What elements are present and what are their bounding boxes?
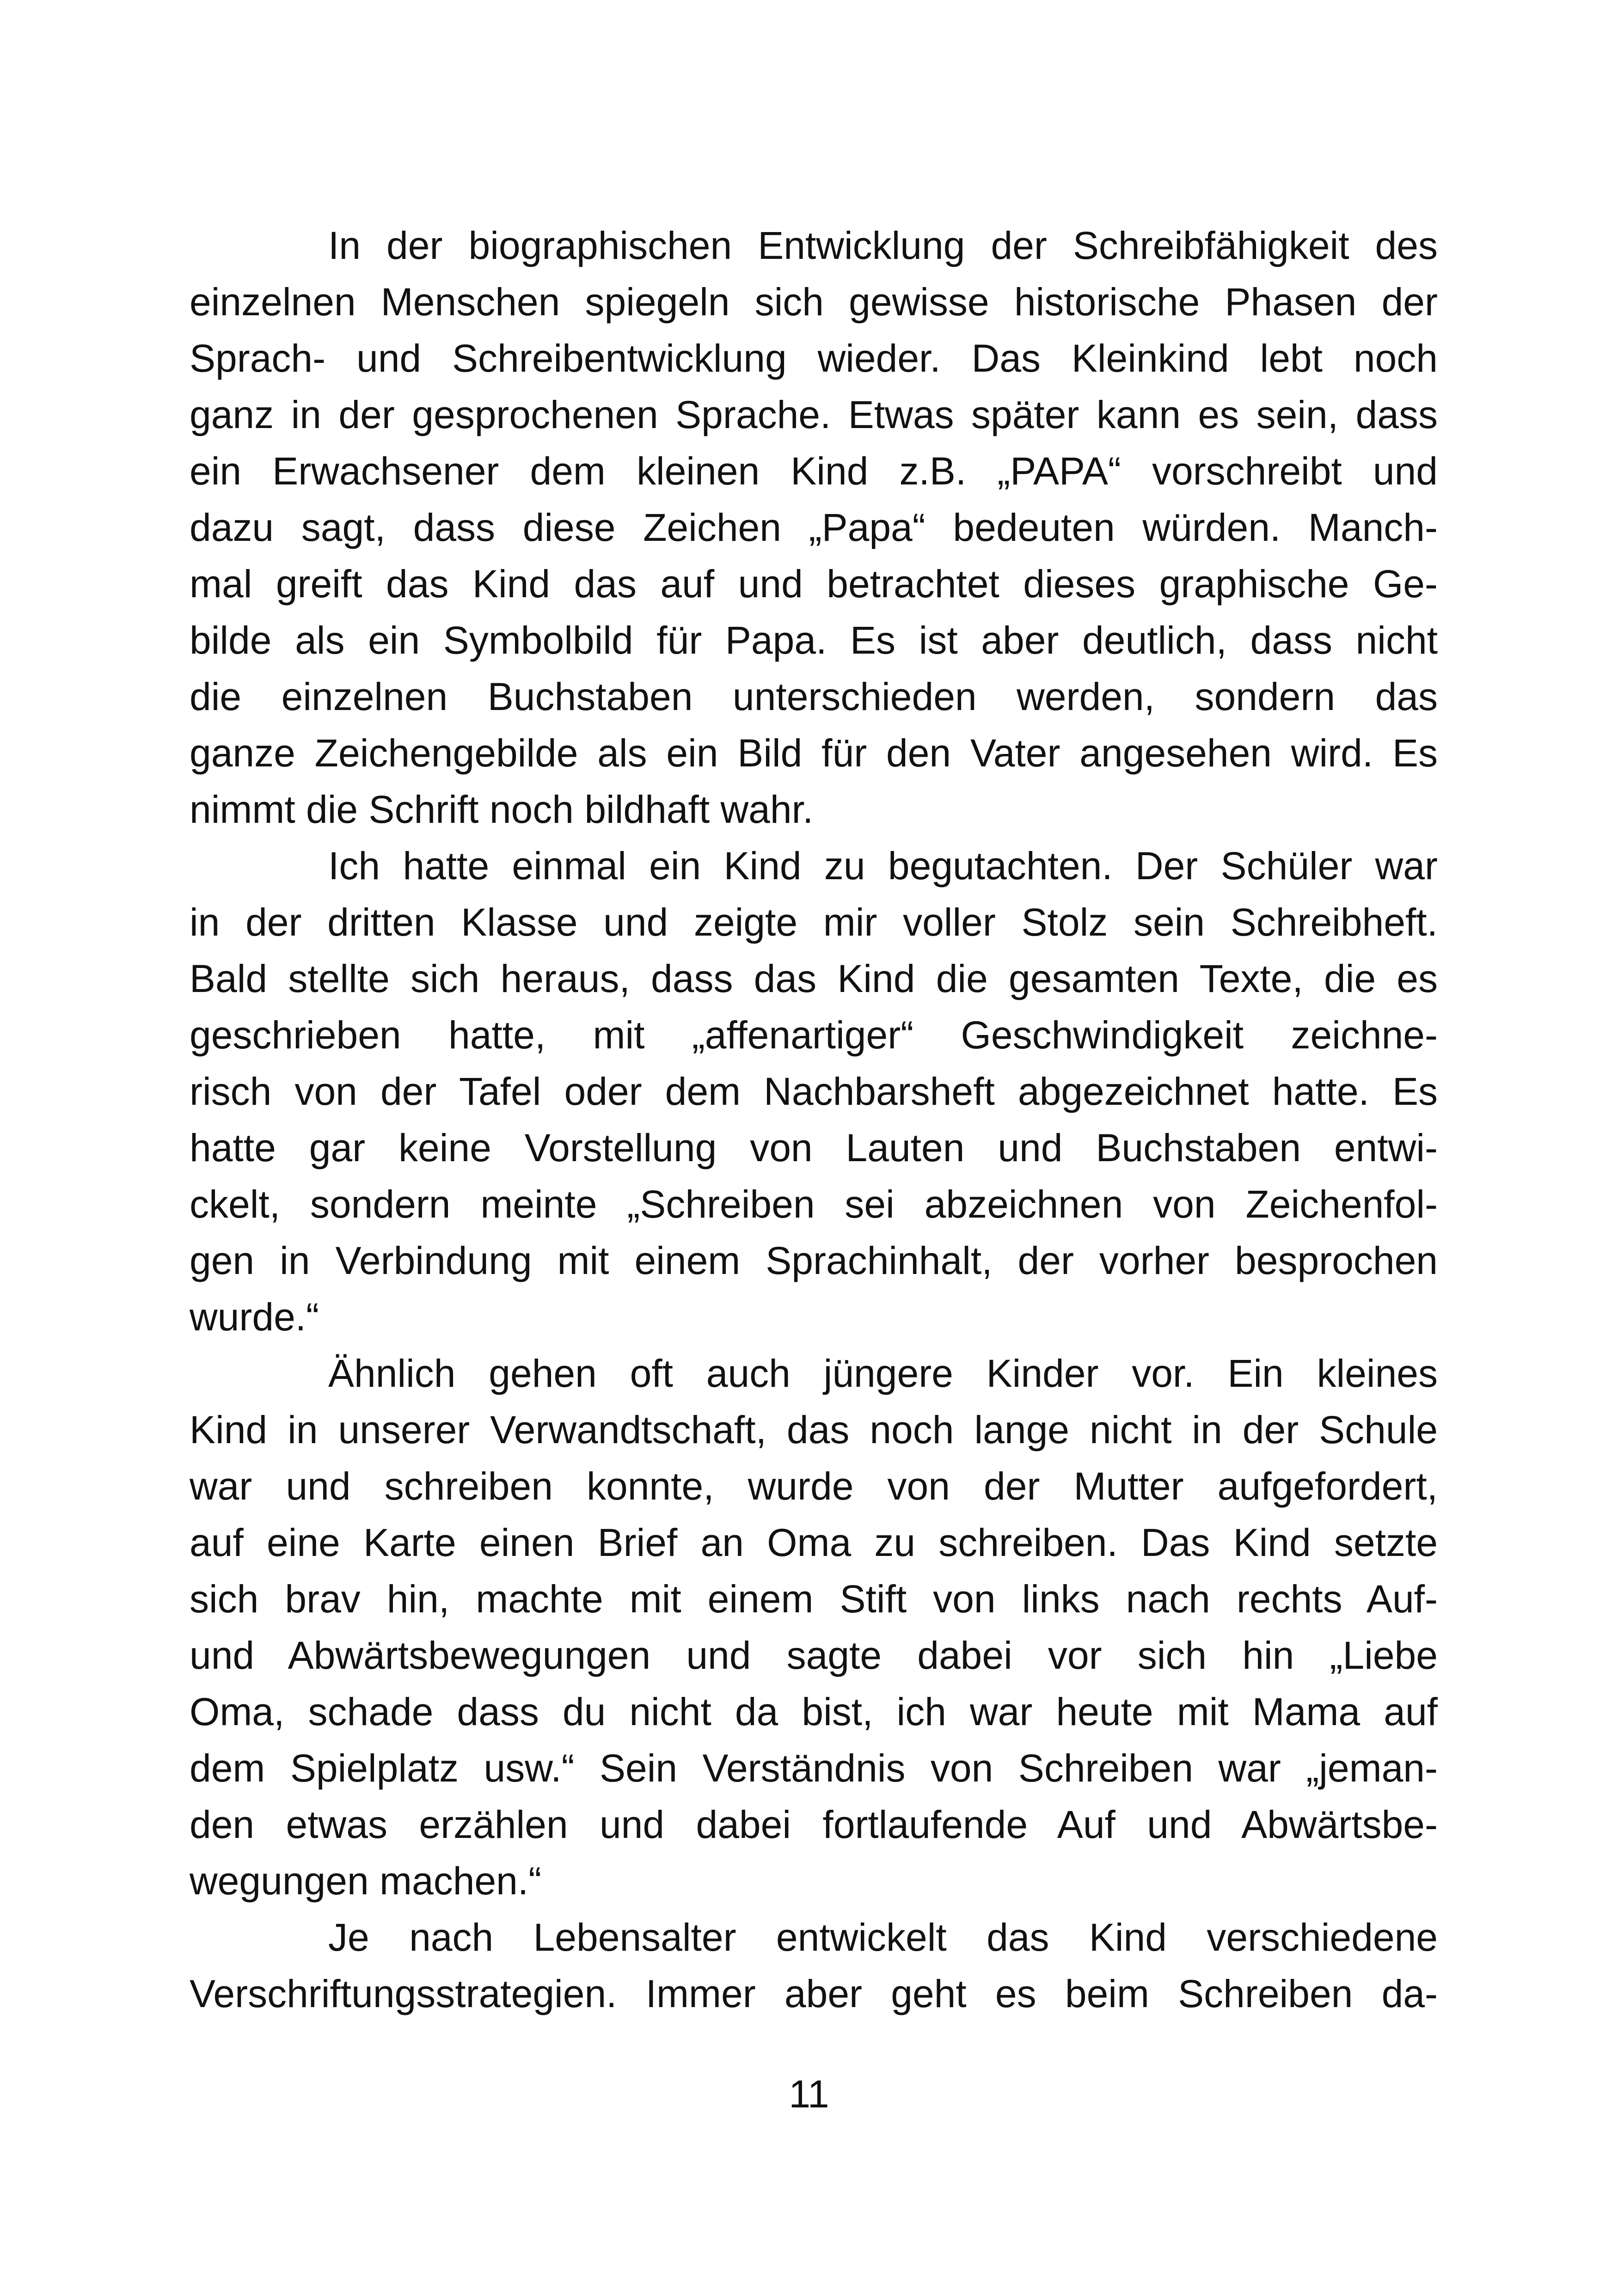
text-line: hatte gar keine Vorstellung von Lauten und Buchstaben entwi-: [190, 1126, 1438, 1169]
text-line: Verschriftungsstrategien. Immer aber geht es beim Schreiben da-: [190, 1972, 1438, 2015]
text-line: war und schreiben konnte, wurde von der Mutter aufgefordert,: [190, 1464, 1438, 1508]
text-line: auf eine Karte einen Brief an Oma zu schreiben. Das Kind setzte: [190, 1521, 1438, 1564]
text-line: wegungen machen.“: [190, 1859, 542, 1903]
text-line: und Abwärtsbewegungen und sagte dabei vor sich hin „Liebe: [190, 1634, 1438, 1677]
text-line: Bald stellte sich heraus, dass das Kind die gesamten Texte, die es: [190, 957, 1438, 1000]
paragraph: [190, 1345, 1438, 1909]
text-line: den etwas erzählen und dabei fortlaufende Auf und Abwärtsbe-: [190, 1803, 1438, 1846]
text-line: mal greift das Kind das auf und betrachtet dieses graphische Ge-: [190, 562, 1438, 606]
paragraph: [190, 217, 1438, 838]
text-line: risch von der Tafel oder dem Nachbarsheft abgezeichnet hatte. Es: [190, 1070, 1438, 1113]
text-line: sich brav hin, machte mit einem Stift von links nach rechts Auf-: [190, 1577, 1438, 1621]
text-line: dazu sagt, dass diese Zeichen „Papa“ bedeuten würden. Manch-: [190, 506, 1438, 549]
body-text: [190, 217, 1438, 2022]
text-line: in der dritten Klasse und zeigte mir voller Stolz sein Schreibheft.: [190, 900, 1438, 944]
text-line: Kind in unserer Verwandtschaft, das noch lange nicht in der Schule: [190, 1408, 1438, 1451]
text-line: einzelnen Menschen spiegeln sich gewisse historische Phasen der: [190, 280, 1438, 324]
text-line: Je nach Lebensalter entwickelt das Kind verschiedene: [328, 1916, 1438, 1959]
text-line: geschrieben hatte, mit „affenartiger“ Geschwindigkeit zeichne-: [190, 1013, 1438, 1057]
text-line: ganze Zeichengebilde als ein Bild für den Vater angesehen wird. Es: [190, 731, 1438, 775]
text-line: Ich hatte einmal ein Kind zu begutachten. Der Schüler war: [328, 844, 1438, 888]
text-line: bilde als ein Symbolbild für Papa. Es ist aber deutlich, dass nicht: [190, 618, 1438, 662]
page-number: 11: [789, 2072, 829, 2116]
text-line: Ähnlich gehen oft auch jüngere Kinder vor. Ein kleines: [328, 1352, 1438, 1395]
text-line: ein Erwachsener dem kleinen Kind z.B. „PAPA“ vorschreibt und: [190, 449, 1438, 493]
text-line: Oma, schade dass du nicht da bist, ich war heute mit Mama auf: [190, 1690, 1438, 1733]
paragraph: [190, 838, 1438, 1345]
text-line: ckelt, sondern meinte „Schreiben sei abzeichnen von Zeichenfol-: [190, 1182, 1438, 1226]
text-line: Sprach- und Schreibentwicklung wieder. Das Kleinkind lebt noch: [190, 337, 1438, 380]
text-line: die einzelnen Buchstaben unterschieden werden, sondern das: [190, 675, 1438, 718]
text-line: gen in Verbindung mit einem Sprachinhalt, der vorher besprochen: [190, 1239, 1438, 1282]
paragraph: [190, 1909, 1438, 2022]
text-line: In der biographischen Entwicklung der Schreibfähigkeit des: [328, 224, 1438, 267]
text-line: dem Spielplatz usw.“ Sein Verständnis von Schreiben war „jeman-: [190, 1746, 1438, 1790]
text-line: ganz in der gesprochenen Sprache. Etwas später kann es sein, dass: [190, 393, 1438, 436]
text-line: wurde.“: [190, 1295, 319, 1339]
text-line: nimmt die Schrift noch bildhaft wahr.: [190, 788, 814, 831]
